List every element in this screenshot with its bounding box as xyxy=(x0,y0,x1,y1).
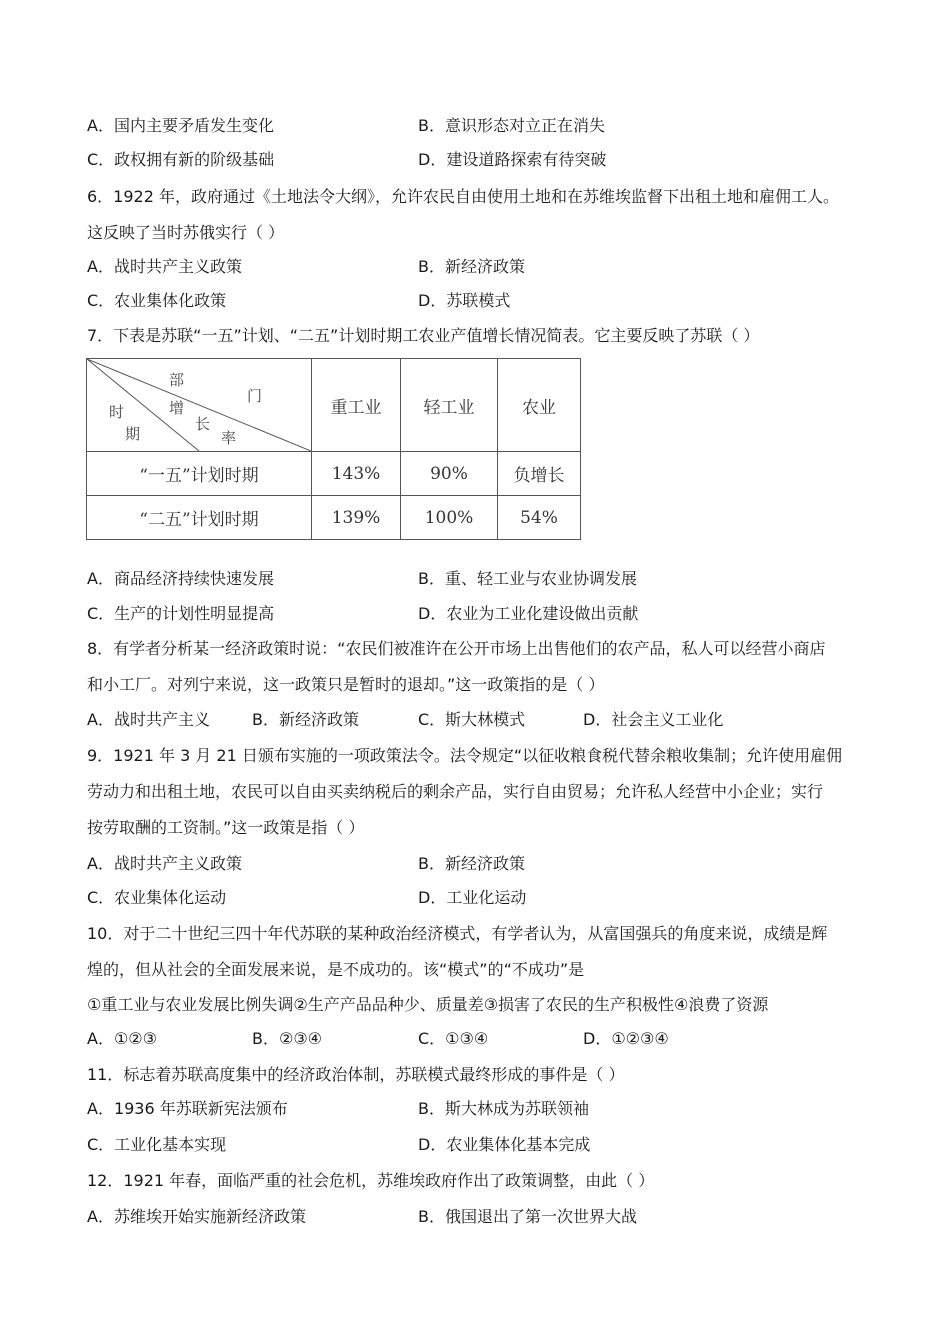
header-light-industry: 轻工业 xyxy=(401,359,498,452)
q10-option-a: A．①②③ xyxy=(87,1029,157,1048)
q6-option-b: B．新经济政策 xyxy=(418,257,525,276)
q5-option-a: A．国内主要矛盾发生变化 xyxy=(87,116,274,135)
table-corner-cell xyxy=(87,359,312,452)
corner-label-zhang: 长 xyxy=(195,415,211,433)
q7-option-b: B．重、轻工业与农业协调发展 xyxy=(418,569,637,588)
row2-heavy: 139% xyxy=(312,496,401,540)
corner-label-shi: 时 xyxy=(109,403,125,421)
growth-table xyxy=(86,358,581,540)
q12-option-a: A．苏维埃开始实施新经济政策 xyxy=(87,1207,306,1226)
q8-option-c: C．斯大林模式 xyxy=(418,710,526,729)
q9-option-d: D．工业化运动 xyxy=(418,888,527,907)
q12-stem: 12．1921 年春，面临严重的社会危机，苏维埃政府作出了政策调整，由此（ ） xyxy=(87,1171,655,1190)
q10-option-b: B．②③④ xyxy=(252,1029,323,1048)
row1-light: 90% xyxy=(401,452,498,496)
corner-label-men: 门 xyxy=(247,387,263,405)
q8-stem-line1: 8．有学者分析某一经济政策时说：“农民们被准许在公开市场上出售他们的农产品，私人可以经营小商店 xyxy=(87,639,826,658)
q7-stem: 7．下表是苏联“一五”计划、“二五”计划时期工农业产值增长情况简表。它主要反映了苏联（ ） xyxy=(87,326,760,345)
table-header-row xyxy=(87,359,581,452)
q7-option-d: D．农业为工业化建设做出贡献 xyxy=(418,604,639,623)
table-row xyxy=(87,496,581,540)
q5-option-c: C．政权拥有新的阶级基础 xyxy=(87,150,275,169)
q8-option-b: B．新经济政策 xyxy=(252,710,359,729)
q7-option-a: A．商品经济持续快速发展 xyxy=(87,569,274,588)
row1-heavy: 143% xyxy=(312,452,401,496)
corner-label-qi: 期 xyxy=(125,425,141,443)
q9-stem-line2: 劳动力和出租土地，农民可以自由买卖纳税后的剩余产品，实行自由贸易；允许私人经营中小企业；实行 xyxy=(87,782,824,801)
q10-option-d: D．①②③④ xyxy=(583,1029,669,1048)
q9-option-c: C．农业集体化运动 xyxy=(87,888,227,907)
q6-option-c: C．农业集体化政策 xyxy=(87,291,227,310)
q9-stem-line1: 9．1921 年 3 月 21 日颁布实施的一项政策法令。法令规定“以征收粮食税代替余粮收集制；允许使用雇佣 xyxy=(87,746,843,765)
q8-option-a: A．战时共产主义 xyxy=(87,710,210,729)
q11-option-d: D．农业集体化基本完成 xyxy=(418,1135,591,1154)
q11-option-b: B．斯大林成为苏联领袖 xyxy=(418,1099,589,1118)
q7-option-c: C．生产的计划性明显提高 xyxy=(87,604,275,623)
q8-option-d: D．社会主义工业化 xyxy=(583,710,724,729)
q11-option-c: C．工业化基本实现 xyxy=(87,1135,227,1154)
q11-option-a: A．1936 年苏联新宪法颁布 xyxy=(87,1099,288,1118)
header-heavy-industry: 重工业 xyxy=(312,359,401,452)
q9-option-b: B．新经济政策 xyxy=(418,854,525,873)
q6-option-a: A．战时共产主义政策 xyxy=(87,257,242,276)
q12-option-b: B．俄国退出了第一次世界大战 xyxy=(418,1207,637,1226)
q10-option-c: C．①③④ xyxy=(418,1029,489,1048)
row1-agri: 负增长 xyxy=(498,452,581,496)
q6-option-d: D．苏联模式 xyxy=(418,291,511,310)
table-row xyxy=(87,452,581,496)
q11-stem: 11．标志着苏联高度集中的经济政治体制，苏联模式最终形成的事件是（ ） xyxy=(87,1065,625,1084)
q6-stem-line1: 6．1922 年，政府通过《土地法令大纲》，允许农民自由使用土地和在苏维埃监督下出租土地和雇佣工人。 xyxy=(87,187,839,206)
row2-light: 100% xyxy=(401,496,498,540)
q9-option-a: A．战时共产主义政策 xyxy=(87,854,242,873)
q8-stem-line2: 和小工厂。对列宁来说，这一政策只是暂时的退却。”这一政策指的是（ ） xyxy=(87,675,605,694)
q5-option-d: D．建设道路探索有待突破 xyxy=(418,150,607,169)
row2-agri: 54% xyxy=(498,496,581,540)
q10-stem-line1: 10．对于二十世纪三四十年代苏联的某种政治经济模式，有学者认为，从富国强兵的角度来说，成绩是辉 xyxy=(87,924,828,943)
q5-option-b: B．意识形态对立正在消失 xyxy=(418,116,605,135)
corner-label-zeng: 增 xyxy=(169,399,185,417)
q6-stem-line2: 这反映了当时苏俄实行（ ） xyxy=(87,223,285,242)
q9-stem-line3: 按劳取酬的工资制。”这一政策是指（ ） xyxy=(87,818,365,837)
corner-label-lv: 率 xyxy=(221,429,237,447)
row1-period: “一五”计划时期 xyxy=(87,452,312,496)
q10-stem-line3: ①重工业与农业发展比例失调②生产产品品种少、质量差③损害了农民的生产积极性④浪费了资源 xyxy=(87,995,769,1014)
corner-label-bu: 部 xyxy=(169,371,185,389)
q10-stem-line2: 煌的，但从社会的全面发展来说，是不成功的。该“模式”的“不成功”是 xyxy=(87,960,585,979)
row2-period: “二五”计划时期 xyxy=(87,496,312,540)
header-agriculture: 农业 xyxy=(498,359,581,452)
